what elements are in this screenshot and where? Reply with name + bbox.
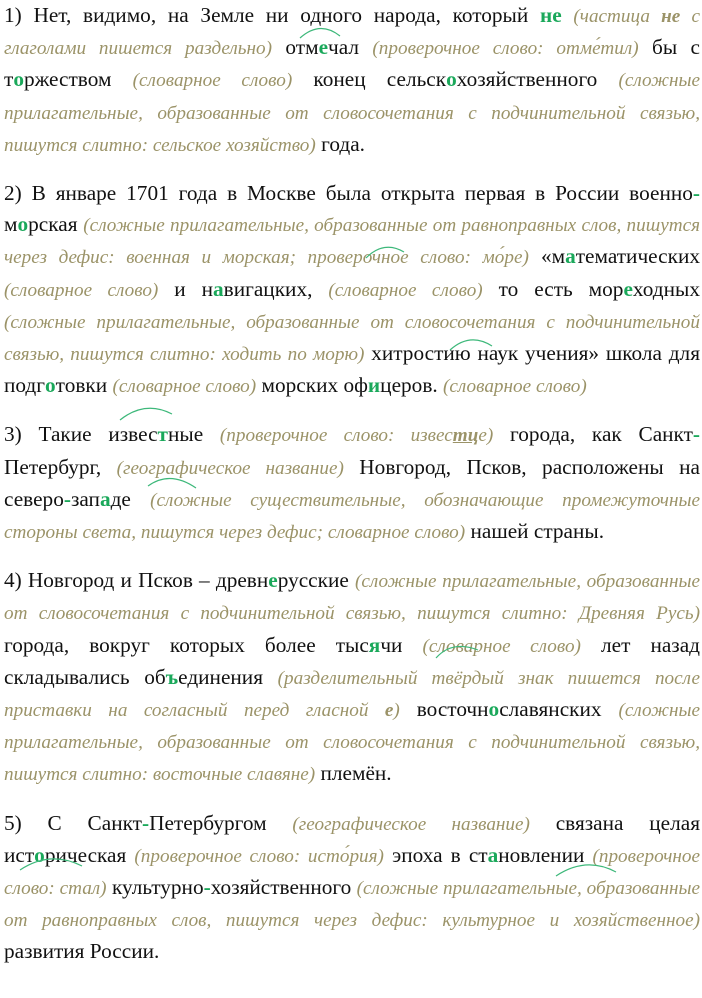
highlighted-letter: и <box>367 373 381 398</box>
sentence-text: Петербургом <box>149 810 293 835</box>
spelling-comment: (сложные прилагательные, образованные от словосочетания с подчинительной связью, пишутся слитно: восточные славяне) <box>4 700 700 786</box>
spelling-comment: (проверочное слово: исто́рия) <box>134 845 384 867</box>
sentence-text: рическая <box>44 842 135 867</box>
highlighted-letter: е <box>318 35 329 60</box>
sentence-text <box>562 3 574 27</box>
highlighted-letter: - <box>692 422 701 447</box>
sentence-text: и н <box>158 276 214 301</box>
sentence-text: отм <box>272 35 319 60</box>
spelling-comment: (географическое название) <box>116 457 344 479</box>
spelling-comment: е <box>384 700 394 722</box>
spelling-comment: е) <box>478 425 494 447</box>
highlighted-letter: о <box>446 67 457 92</box>
sentence-text: 5) С Санкт <box>4 810 142 835</box>
highlighted-letter: о <box>17 212 29 237</box>
sentence-text: 3) Такие извес <box>4 422 158 447</box>
sentence-text: церов. <box>380 373 444 398</box>
sentence-text: единения <box>178 664 278 689</box>
sentence-text: славянских <box>499 697 619 722</box>
exercise-paragraph <box>4 565 700 790</box>
sentence-text: чи <box>380 632 423 657</box>
spelling-comment: (географическое название) <box>292 813 530 835</box>
spelling-comment: (сложные существительные, обозначающие промежуточные стороны света, пишутся через дефис; словарное слово) <box>4 489 700 544</box>
sentence-text: племён. <box>315 761 392 786</box>
highlighted-letter: ъ <box>165 664 179 689</box>
highlighted-letter: а <box>213 276 224 301</box>
highlighted-letter: о <box>45 373 56 398</box>
spelling-comment: (словарное слово) <box>112 376 257 398</box>
spelling-comment: (сложные прилагательные, образованные от равноправных слов, пишутся через дефис: военная и морская; проверочное слово: мо́ре) <box>4 215 700 269</box>
spelling-comment: (словарное слово) <box>422 635 581 657</box>
sentence-text: 1) Нет, видимо, на Земле ни одного народа, который <box>4 3 540 27</box>
exercise-paragraph <box>4 0 700 161</box>
highlighted-letter: о <box>34 842 45 867</box>
spelling-comment: (сложные прилагательные, образованные от равноправных слов, пишутся через дефис: культурное и хозяйственное) <box>4 878 701 932</box>
sentence-text: ные <box>168 422 220 447</box>
highlighted-letter: а <box>565 244 576 269</box>
sentence-text: рская <box>28 212 84 237</box>
spelling-comment: (частица <box>573 6 662 27</box>
sentence-text: хитростию наук учения» школа для подг <box>4 341 700 398</box>
sentence-text: «м <box>528 244 566 269</box>
sentence-text: конец сельск <box>292 67 447 92</box>
sentence-text: де <box>110 486 151 511</box>
exercise-paragraph <box>4 808 700 968</box>
spelling-comment: ) <box>393 700 400 722</box>
sentence-text: эпоха в ст <box>383 842 488 867</box>
sentence-text: тематических <box>575 244 700 269</box>
highlighted-letter: а <box>487 842 499 867</box>
spelling-comment: (словарное слово) <box>132 70 293 92</box>
sentence-text: зап <box>70 486 100 511</box>
spelling-comment: не <box>661 6 681 27</box>
sentence-text: города, вокруг которых более тыс <box>4 632 369 657</box>
sentence-text: Петербург, <box>4 454 117 479</box>
sentence-text: развития России. <box>4 939 160 964</box>
sentence-text: чал <box>328 35 373 60</box>
highlighted-letter: о <box>13 67 24 92</box>
spelling-comment: (словарное слово) <box>328 279 483 301</box>
sentence-text: 4) Новгород и Псков – древн <box>4 568 269 593</box>
highlighted-letter: я <box>368 632 381 657</box>
sentence-text: 2) В январе 1701 года в Москве была открыта первая в России военно <box>4 181 693 206</box>
highlighted-letter: - <box>63 486 71 511</box>
spelling-comment: с глаголами пишется раздельно) <box>4 6 700 60</box>
sentence-text: хозяйственного <box>456 67 619 92</box>
sentence-text: года. <box>315 131 365 156</box>
exercise-paragraph <box>4 419 700 548</box>
spelling-comment: (словарное слово) <box>4 279 159 301</box>
highlighted-letter: т <box>157 422 168 447</box>
sentence-text: то есть мор <box>482 276 624 301</box>
sentence-text: нашей страны. <box>465 519 605 544</box>
sentence-text: Новгород, Псков, расположены на северо <box>4 454 700 511</box>
sentence-text: м <box>4 212 18 237</box>
highlighted-letter: - <box>203 875 211 900</box>
spelling-comment: тц <box>452 425 479 447</box>
sentence-text: ржеством <box>23 67 133 92</box>
sentence-text: товки <box>55 373 113 398</box>
sentence-text: русские <box>277 568 355 593</box>
exercise-document <box>4 0 700 968</box>
sentence-text: восточн <box>399 697 489 722</box>
sentence-text: бы с т <box>4 35 700 92</box>
sentence-text: ходных <box>632 276 700 301</box>
spelling-comment: (проверочное слово: стал) <box>4 845 700 900</box>
exercise-paragraph <box>4 178 700 402</box>
sentence-text: хозяйственного <box>210 875 357 900</box>
highlighted-letter: о <box>488 697 500 722</box>
spelling-comment: (сложные прилагательные, образованные от словосочетания с подчинительной связью, пишутся слитно: Древняя Русь) <box>4 571 700 625</box>
highlighted-letter: не <box>539 3 562 27</box>
spelling-comment: (словарное слово) <box>443 376 587 398</box>
highlighted-letter: е <box>623 276 633 301</box>
sentence-text: лет назад складывались об <box>4 632 700 689</box>
spelling-comment: (сложные прилагательные, образованные от словосочетания с подчинительной связью, пишутся слитно: сельское хозяйство) <box>4 70 701 156</box>
sentence-text: культурно <box>106 875 204 900</box>
sentence-text: новлении <box>498 842 593 867</box>
highlighted-letter: е <box>268 568 278 593</box>
sentence-text: морских оф <box>256 373 368 398</box>
highlighted-letter: а <box>99 486 111 511</box>
spelling-comment: (сложные прилагательные, образованные от словосочетания с подчинительной связью, пишутся слитно: ходить по морю) <box>4 311 700 366</box>
highlighted-letter: - <box>141 810 150 835</box>
spelling-comment: (проверочное слово: отме́тил) <box>372 38 639 60</box>
sentence-text: вигацких, <box>223 276 329 301</box>
spelling-comment: (проверочное слово: извес <box>219 425 453 447</box>
highlighted-letter: - <box>692 181 700 206</box>
sentence-text: связана целая ист <box>4 810 700 867</box>
spelling-comment: (разделительный твёрдый знак пишется после приставки на согласный перед гласной <box>4 667 701 722</box>
sentence-text: города, как Санкт <box>493 422 693 447</box>
